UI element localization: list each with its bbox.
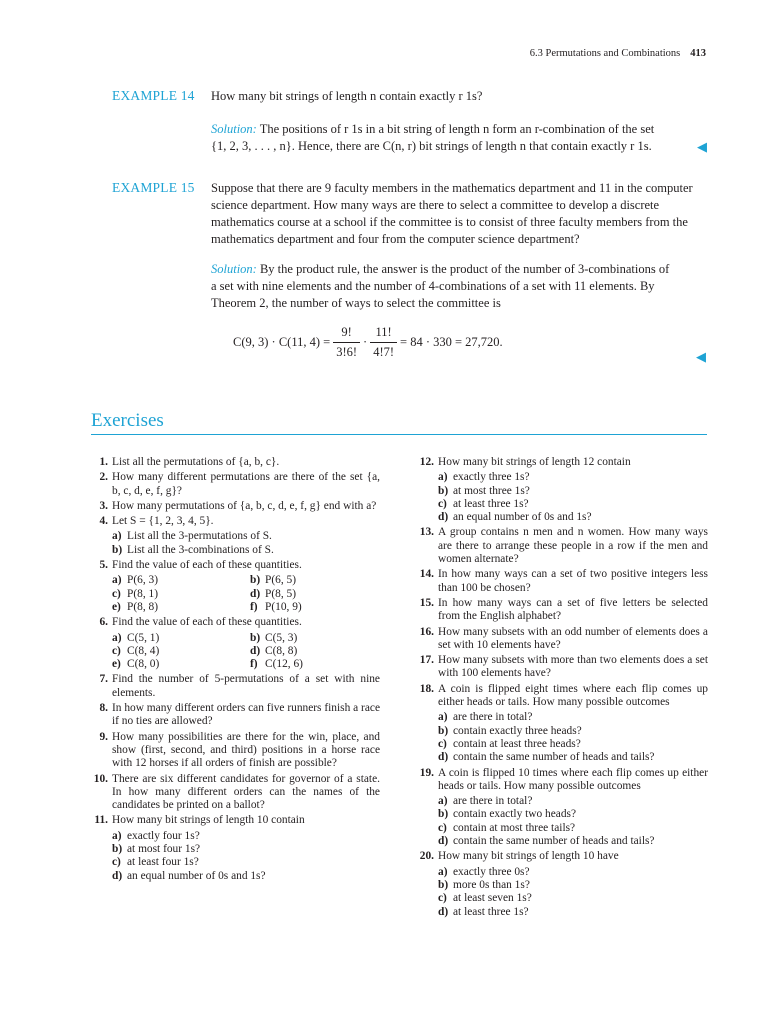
question-line: science department. How many ways are there to select a committee to develop a discrete (211, 198, 660, 212)
solution-text: By the product rule, the answer is the product of the number of 3-combinations of (259, 262, 670, 276)
example-15-label: EXAMPLE 15 (112, 180, 195, 195)
exercise: 6. Find the value of each of these quantities. (99, 616, 302, 629)
exercise-part: b) P(6, 5) (250, 574, 297, 587)
exercise-part: f) P(10, 9) (250, 600, 302, 613)
example-14-question: How many bit strings of length n contain exactly r 1s? (211, 89, 483, 103)
exercise-part: d) contain the same number of heads and tails? (438, 751, 655, 764)
exercise-part: b) at most three 1s? (438, 484, 530, 497)
page-number: 413 (690, 48, 706, 59)
example-14-solution (211, 121, 707, 155)
exercise-part: c) contain at least three heads? (438, 737, 581, 750)
exercise: 8. In how many different orders can five runners finish a race if no ties are allowed? (99, 702, 380, 728)
exercise-part: e) P(8, 8) (112, 600, 159, 613)
exercise-part: b) contain exactly three heads? (438, 724, 582, 737)
exercise: 4. Let S = {1, 2, 3, 4, 5}. (99, 515, 214, 528)
exercise-part: e) C(8, 0) (112, 658, 160, 671)
exercise-parts-grid (88, 574, 380, 614)
fraction: $\frac{11!}{4!7!}$ (370, 325, 397, 360)
solution-text: Theorem 2, the number of ways to select the committee is (211, 296, 501, 310)
exercise: 1. List all the permutations of {a, b, c}. (99, 456, 280, 468)
exercises-left-column (88, 456, 380, 883)
exercise-part: b) List all the 3-combinations of S. (112, 543, 274, 556)
exercise: 13. A group contains n men and n women. How many ways are there to arrange these people in a row if the men and women alternate? (419, 526, 708, 566)
exercise-part: a) exactly three 0s? (438, 865, 530, 878)
end-of-example-icon: ◀ (696, 349, 706, 364)
exercise: 20. How many bit strings of length 10 have (419, 850, 619, 863)
running-header (530, 48, 706, 59)
exercise-part: c) at least seven 1s? (438, 892, 532, 905)
exercise: 12. How many bit strings of length 12 contain (419, 456, 631, 468)
solution-text: {1, 2, 3, . . . , n}. Hence, there are C(n, r) bit strings of length n that contain exactly r 1s. (211, 139, 652, 153)
exercise-part: d) contain the same number of heads and tails? (438, 835, 655, 848)
exercise: 19. A coin is flipped 10 times where each flip comes up either heads or tails. How many possible outcomes (419, 766, 708, 792)
exercise-parts-grid (88, 632, 380, 672)
exercise: 7. Find the number of 5-permutations of a set with nine elements. (99, 673, 380, 699)
example-14-label: EXAMPLE 14 (112, 88, 195, 103)
exercise: 16. How many subsets with an odd number of elements does a set with 10 elements have? (419, 625, 708, 651)
exercises-right-column (414, 456, 708, 919)
exercise-part: a) List all the 3-permutations of S. (112, 530, 272, 543)
exercise-part: a) exactly three 1s? (438, 471, 530, 484)
exercises-heading: Exercises (91, 410, 164, 431)
exercise-part: a) P(6, 3) (112, 574, 159, 587)
exercise: 14. In how many ways can a set of two positive integers less than 100 be chosen? (419, 568, 708, 594)
section-title: 6.3 Permutations and Combinations (529, 48, 681, 59)
exercise-part: d) an equal number of 0s and 1s? (438, 511, 592, 524)
exercise: 17. How many subsets with more than two elements does a set with 100 elements have? (419, 654, 708, 680)
exercise: 18. A coin is flipped eight times where each flip comes up either heads or tails. How many possible outcomes (419, 682, 708, 709)
exercise-part: c) at least three 1s? (438, 497, 529, 510)
question-line: mathematics department and four from the computer science department? (211, 232, 580, 246)
exercise-part: a) C(5, 1) (112, 631, 160, 644)
exercise-part: c) C(8, 4) (112, 644, 160, 657)
question-line: Suppose that there are 9 faculty members in the mathematics department and 11 in the computer (211, 181, 693, 195)
fraction: $\frac{9!}{3!6!}$ (333, 325, 360, 360)
exercise: 11. How many bit strings of length 10 contain (94, 814, 305, 827)
exercise-part: b) contain exactly two heads? (438, 808, 577, 821)
formula-left: C(9, 3) · C(11, 4) = (233, 335, 331, 349)
solution-label: Solution: (211, 262, 257, 276)
solution-text: a set with nine elements and the number of 4-combinations of a set with 11 elements. By (211, 279, 655, 293)
exercise-part: d) an equal number of 0s and 1s? (112, 869, 266, 882)
exercise-part: b) at most four 1s? (112, 843, 201, 856)
exercise-part: a) exactly four 1s? (112, 829, 200, 842)
exercise-part: d) P(8, 5) (250, 587, 297, 600)
heading-rule (91, 434, 707, 435)
formula-dot: · (363, 335, 368, 349)
exercise-part: a) are there in total? (438, 711, 533, 724)
exercise-part: c) contain at most three tails? (438, 821, 576, 834)
example-15-solution (211, 261, 707, 312)
exercise-part: b) more 0s than 1s? (438, 878, 530, 891)
solution-label: Solution: (211, 122, 257, 136)
end-of-example-icon: ◀ (697, 139, 707, 154)
exercise: 10. There are six different candidates for governor of a state. In how many different orders can the names of the candidates be printed on a ballot? (93, 772, 380, 812)
exercise-part: c) P(8, 1) (112, 587, 159, 600)
example-15-question (211, 180, 707, 248)
formula-right: = 84 · 330 = 27,720. (400, 335, 503, 349)
exercise-part: b) C(5, 3) (250, 631, 298, 644)
exercise: 2. How many different permutations are there of the set {a, b, c, d, e, f, g}? (99, 471, 380, 497)
exercise-part: f) C(12, 6) (250, 658, 303, 671)
exercise: 5. Find the value of each of these quantities. (99, 559, 302, 572)
solution-text: The positions of r 1s in a bit string of length n form an r-combination of the set (259, 122, 655, 136)
exercise-part: a) are there in total? (438, 795, 533, 808)
committee-formula (233, 325, 503, 360)
exercise: 9. How many possibilities are there for the win, place, and show (first, second, and third) positions in a horse race with 12 horses if all orders of finish are possible? (99, 730, 380, 770)
question-line: mathematics course at a school if the committee is to consist of three faculty members from the (211, 215, 688, 229)
exercise-part: d) C(8, 8) (250, 644, 298, 657)
exercise-part: c) at least four 1s? (112, 856, 199, 869)
exercise: 3. How many permutations of {a, b, c, d, e, f, g} end with a? (99, 499, 377, 512)
exercise: 15. In how many ways can a set of five letters be selected from the English alphabet? (419, 596, 708, 623)
exercise-part: d) at least three 1s? (438, 905, 529, 918)
